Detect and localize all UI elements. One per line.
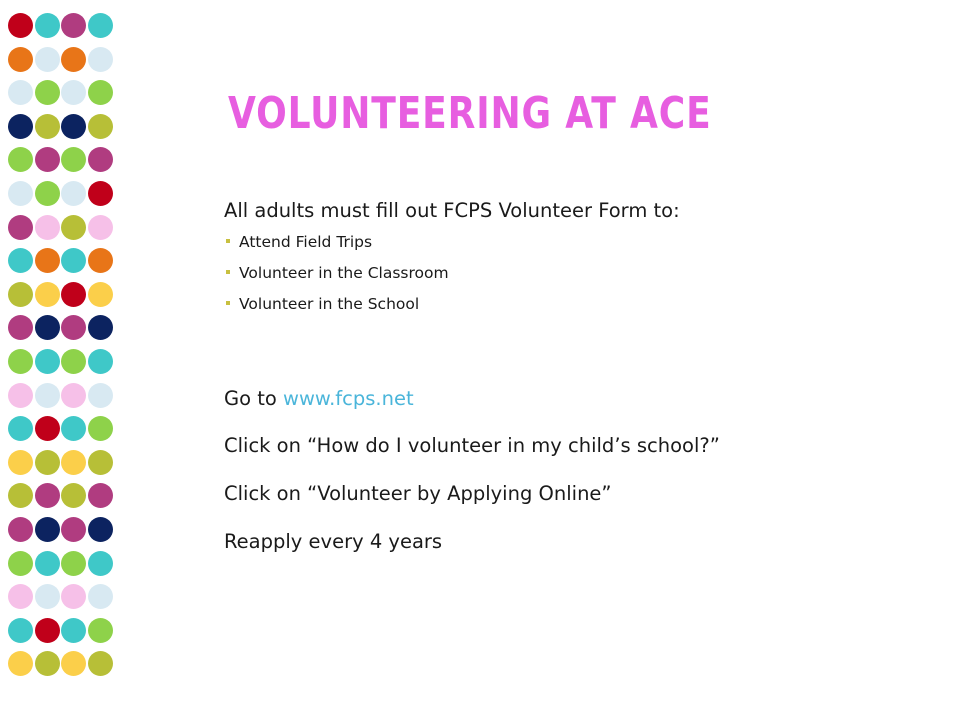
intro-text: All adults must fill out FCPS Volunteer Form to: xyxy=(224,199,680,222)
decorative-dot xyxy=(8,248,33,273)
decorative-dot xyxy=(61,349,86,374)
decorative-dot xyxy=(61,315,86,340)
decorative-dot xyxy=(88,450,113,475)
decorative-dot xyxy=(8,215,33,240)
decorative-dot xyxy=(61,47,86,72)
decorative-dot xyxy=(8,651,33,676)
decorative-dot xyxy=(88,282,113,307)
decorative-dot xyxy=(35,47,60,72)
decorative-dot xyxy=(8,114,33,139)
decorative-dot xyxy=(88,80,113,105)
goto-prefix: Go to xyxy=(224,387,284,410)
decorative-dot xyxy=(8,181,33,206)
decorative-dot xyxy=(8,147,33,172)
decorative-dot xyxy=(61,584,86,609)
decorative-dot xyxy=(35,215,60,240)
bullet-square-icon xyxy=(226,239,230,243)
bullet-square-icon xyxy=(226,301,230,305)
decorative-dot xyxy=(61,215,86,240)
decorative-dot xyxy=(8,13,33,38)
decorative-dot xyxy=(88,517,113,542)
decorative-dot xyxy=(88,618,113,643)
decorative-dot xyxy=(61,517,86,542)
decorative-dot xyxy=(35,349,60,374)
decorative-dot xyxy=(88,416,113,441)
decorative-dot xyxy=(35,551,60,576)
decorative-dot xyxy=(88,551,113,576)
goto-line xyxy=(224,387,414,410)
decorative-dot xyxy=(88,483,113,508)
decorative-dot xyxy=(61,80,86,105)
decorative-dot xyxy=(35,114,60,139)
decorative-dot xyxy=(35,181,60,206)
decorative-dot xyxy=(8,383,33,408)
bullet-square-icon xyxy=(226,270,230,274)
decorative-dot xyxy=(35,13,60,38)
decorative-dot xyxy=(35,584,60,609)
decorative-dot xyxy=(61,383,86,408)
decorative-dot xyxy=(35,618,60,643)
decorative-dot xyxy=(61,248,86,273)
decorative-dot xyxy=(61,147,86,172)
decorative-dot xyxy=(8,450,33,475)
decorative-dot xyxy=(8,349,33,374)
decorative-dot xyxy=(61,416,86,441)
decorative-dot xyxy=(8,416,33,441)
step-how-do-i-volunteer: Click on “How do I volunteer in my child’s school?” xyxy=(224,434,720,457)
decorative-dot xyxy=(35,450,60,475)
decorative-dot xyxy=(61,618,86,643)
decorative-dot xyxy=(61,551,86,576)
decorative-dot xyxy=(35,416,60,441)
decorative-dot xyxy=(61,13,86,38)
bullet-item-classroom: Volunteer in the Classroom xyxy=(226,264,449,282)
decorative-dot xyxy=(35,651,60,676)
decorative-dot xyxy=(61,181,86,206)
decorative-dot xyxy=(35,483,60,508)
decorative-dot xyxy=(88,147,113,172)
decorative-dot xyxy=(61,282,86,307)
decorative-dot xyxy=(8,282,33,307)
decorative-dot xyxy=(8,483,33,508)
decorative-dot xyxy=(61,651,86,676)
decorative-dot-pattern xyxy=(0,0,130,720)
decorative-dot xyxy=(88,315,113,340)
decorative-dot xyxy=(88,651,113,676)
bullet-item-school: Volunteer in the School xyxy=(226,295,419,313)
decorative-dot xyxy=(8,80,33,105)
decorative-dot xyxy=(8,584,33,609)
decorative-dot xyxy=(8,551,33,576)
step-reapply: Reapply every 4 years xyxy=(224,530,443,553)
decorative-dot xyxy=(35,147,60,172)
decorative-dot xyxy=(35,383,60,408)
decorative-dot xyxy=(61,114,86,139)
decorative-dot xyxy=(35,282,60,307)
bullet-item-field-trips: Attend Field Trips xyxy=(226,233,372,251)
decorative-dot xyxy=(35,517,60,542)
decorative-dot xyxy=(88,248,113,273)
decorative-dot xyxy=(88,349,113,374)
decorative-dot xyxy=(8,618,33,643)
decorative-dot xyxy=(88,47,113,72)
decorative-dot xyxy=(35,315,60,340)
decorative-dot xyxy=(88,584,113,609)
slide-title: VOLUNTEERING AT ACE xyxy=(228,88,712,139)
decorative-dot xyxy=(88,181,113,206)
decorative-dot xyxy=(8,47,33,72)
decorative-dot xyxy=(88,13,113,38)
decorative-dot xyxy=(8,517,33,542)
decorative-dot xyxy=(61,450,86,475)
decorative-dot xyxy=(88,215,113,240)
fcps-link[interactable]: www.fcps.net xyxy=(283,387,414,410)
decorative-dot xyxy=(35,80,60,105)
decorative-dot xyxy=(35,248,60,273)
step-apply-online: Click on “Volunteer by Applying Online” xyxy=(224,482,612,505)
decorative-dot xyxy=(88,383,113,408)
decorative-dot xyxy=(61,483,86,508)
decorative-dot xyxy=(88,114,113,139)
decorative-dot xyxy=(8,315,33,340)
